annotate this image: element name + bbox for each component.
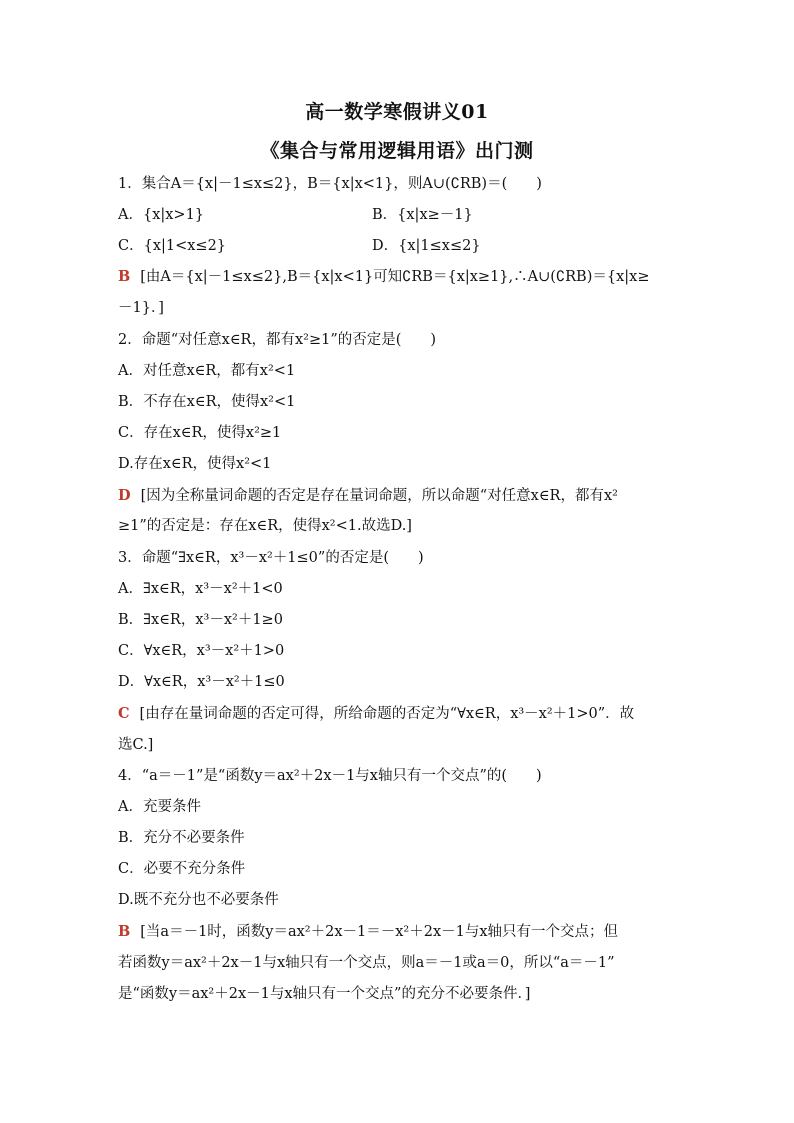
q2-stem: 2．命题“对任意x∈R，都有x²≥1”的否定是( ) — [118, 332, 437, 348]
q2-option-c: C．存在x∈R，使得x²≥1 — [118, 425, 282, 441]
q3-answer-cont: 选C.] — [118, 737, 154, 753]
q3-stem: 3．命题“∃x∈R，x³－x²＋1≤0”的否定是( ) — [118, 550, 424, 566]
q4-option-d: D.既不充分也不必要条件 — [118, 892, 279, 908]
q2-option-d: D.存在x∈R，使得x²<1 — [118, 456, 272, 472]
q2-answer — [118, 486, 618, 506]
q2-answer-text: [因为全称量词命题的否定是存在量词命题，所以命题“对任意x∈R，都有x² — [140, 488, 618, 504]
q4-option-a: A．充要条件 — [118, 799, 201, 815]
q4-answer-letter: B — [118, 923, 131, 940]
q2-answer-cont: ≥1”的否定是：存在x∈R，使得x²<1.故选D.] — [118, 518, 412, 534]
q1-option-a: A．{x|x>1} — [118, 207, 205, 223]
q2-answer-letter: D — [118, 487, 131, 504]
q3-answer-letter: C — [118, 705, 130, 722]
q3-answer — [118, 704, 634, 724]
q1-answer-cont: －1}．] — [118, 300, 164, 316]
q3-option-b: B．∃x∈R，x³－x²＋1≥0 — [118, 612, 283, 628]
q1-answer — [118, 267, 650, 287]
doc-subtitle: 《集合与常用逻辑用语》出门测 — [260, 140, 534, 162]
q4-option-b: B．充分不必要条件 — [118, 830, 245, 846]
q4-answer-cont2: 是“函数y＝ax²＋2x－1与x轴只有一个交点”的充分不必要条件．] — [118, 986, 531, 1002]
q2-option-b: B．不存在x∈R，使得x²<1 — [118, 394, 296, 410]
q4-option-c: C．必要不充分条件 — [118, 861, 246, 877]
q1-option-b: B．{x|x≥－1} — [372, 207, 473, 223]
q4-answer — [118, 922, 618, 942]
q1-answer-text: [由A＝{x|－1≤x≤2},B＝{x|x<1}可知∁RB＝{x|x≥1},∴A∪(∁RB)＝{x|x≥ — [140, 269, 650, 285]
q1-answer-letter: B — [118, 268, 131, 285]
q4-answer-cont: 若函数y＝ax²＋2x－1与x轴只有一个交点，则a＝－1或a＝0，所以“a＝－1” — [118, 955, 615, 971]
q3-answer-text: [由存在量词命题的否定可得，所给命题的否定为“∀x∈R，x³－x²＋1>0”．故 — [139, 706, 635, 722]
q4-stem: 4．“a＝－1”是“函数y＝ax²＋2x－1与x轴只有一个交点”的( ) — [118, 768, 542, 784]
q4-answer-text: [当a＝－1时，函数y＝ax²＋2x－1＝－x²＋2x－1与x轴只有一个交点；但 — [140, 924, 619, 940]
doc-title: 高一数学寒假讲义01 — [305, 101, 489, 123]
q1-option-c: C．{x|1<x≤2} — [118, 238, 227, 254]
q1-option-d: D．{x|1≤x≤2} — [372, 238, 481, 254]
q1-stem: 1．集合A＝{x|－1≤x≤2}，B＝{x|x<1}，则A∪(∁RB)＝( ) — [118, 176, 542, 192]
q2-option-a: A．对任意x∈R，都有x²<1 — [118, 363, 296, 379]
q3-option-d: D．∀x∈R，x³－x²＋1≤0 — [118, 674, 285, 690]
q3-option-c: C．∀x∈R，x³－x²＋1>0 — [118, 643, 285, 659]
q3-option-a: A．∃x∈R，x³－x²＋1<0 — [118, 581, 283, 597]
